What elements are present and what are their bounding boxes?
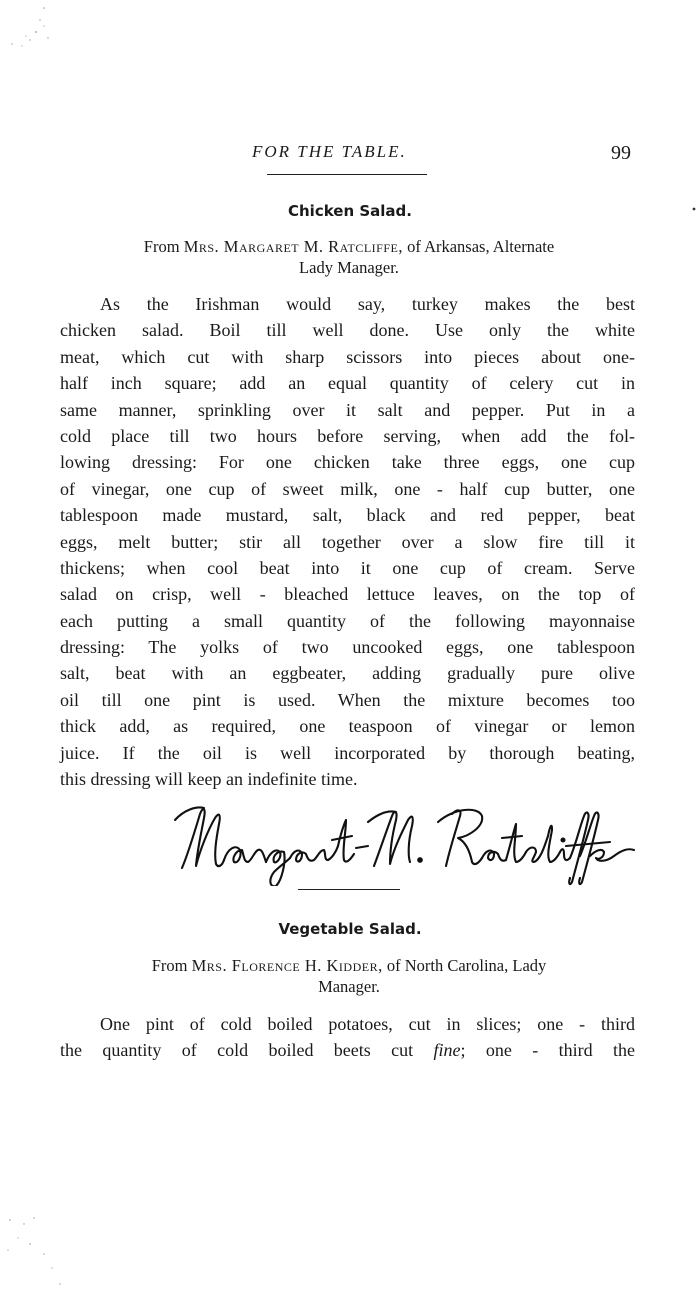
attribution-contributor-name: Mrs. Margaret M. Ratcliffe,: [183, 237, 403, 256]
attribution-line-2: Lady Manager.: [299, 258, 399, 277]
italic-word-fine: fine: [433, 1040, 461, 1061]
scan-speck-marks: [0, 0, 80, 70]
section-title-chicken-salad: Chicken Salad.: [288, 202, 412, 220]
recipe-line: each putting a small quantity of the following mayonnaise: [60, 610, 635, 631]
recipe-line: juice. If the oil is well incorporated by thorough beating,: [60, 742, 635, 763]
recipe-line: cold place till two hours before serving, when add the fol-: [60, 425, 635, 446]
scan-speck-marks: [0, 1210, 80, 1292]
recipe-line: [60, 1037, 635, 1063]
recipe-line: One pint of cold boiled potatoes, cut in slices; one - third: [100, 1014, 635, 1034]
recipe-line: chicken salad. Boil till well done. Use only the white: [60, 320, 635, 341]
recipe-line: dressing: The yolks of two uncooked eggs, one tablespoon: [60, 637, 635, 658]
recipe-line-segment: ; one - third the: [460, 1040, 635, 1061]
recipe-line: lowing dressing: For one chicken take three eggs, one cup: [60, 452, 635, 473]
header-rule: [267, 174, 427, 175]
handwritten-signature: [170, 796, 640, 886]
attribution-from: From: [143, 237, 184, 256]
attribution-contributor-name: Mrs. Florence H. Kidder,: [191, 956, 383, 975]
recipe-line: thickens; when cool beat into it one cup of cream. Serve: [60, 557, 635, 578]
recipe-line: thick add, as required, one teaspoon of vinegar or lemon: [60, 716, 635, 737]
recipe-line: oil till one pint is used. When the mixture becomes too: [60, 689, 635, 710]
recipe-line: this dressing will keep an indefinite time.: [60, 769, 358, 790]
recipe-line-segment: the quantity of cold boiled beets cut: [60, 1040, 434, 1061]
recipe-line: of vinegar, one cup of sweet milk, one - half cup butter, one: [60, 478, 635, 499]
page-number: 99: [611, 142, 631, 164]
vegetable-salad-recipe-text: [60, 1011, 635, 1064]
attribution-rest: of Arkansas, Alternate: [402, 237, 555, 256]
attribution-line-2: Manager.: [318, 977, 380, 996]
section-divider-rule: [298, 889, 400, 890]
section-title-vegetable-salad: Vegetable Salad.: [278, 920, 422, 938]
running-header: FOR THE TABLE.: [252, 142, 407, 161]
chicken-salad-recipe-text: [60, 291, 635, 792]
recipe-line: meat, which cut with sharp scissors into pieces about one-: [60, 346, 635, 367]
recipe-line: same manner, sprinkling over it salt and pepper. Put in a: [60, 399, 635, 420]
scan-speck-marks: [690, 205, 698, 213]
recipe-line: As the Irishman would say, turkey makes the best: [100, 294, 635, 314]
recipe-line: eggs, melt butter; stir all together over a slow fire till it: [60, 531, 635, 552]
attribution-line-1: [70, 236, 628, 257]
attribution-vegetable-salad: [70, 955, 628, 997]
attribution-chicken-salad: [70, 236, 628, 278]
recipe-line: salad on crisp, well - bleached lettuce leaves, on the top of: [60, 584, 635, 605]
attribution-rest: of North Carolina, Lady: [382, 956, 547, 975]
recipe-line: tablespoon made mustard, salt, black and red pepper, beat: [60, 505, 635, 526]
recipe-line: salt, beat with an eggbeater, adding gradually pure olive: [60, 663, 635, 684]
attribution-line-1: [70, 955, 628, 976]
attribution-from: From: [151, 956, 192, 975]
recipe-line: half inch square; add an equal quantity of celery cut in: [60, 373, 635, 394]
